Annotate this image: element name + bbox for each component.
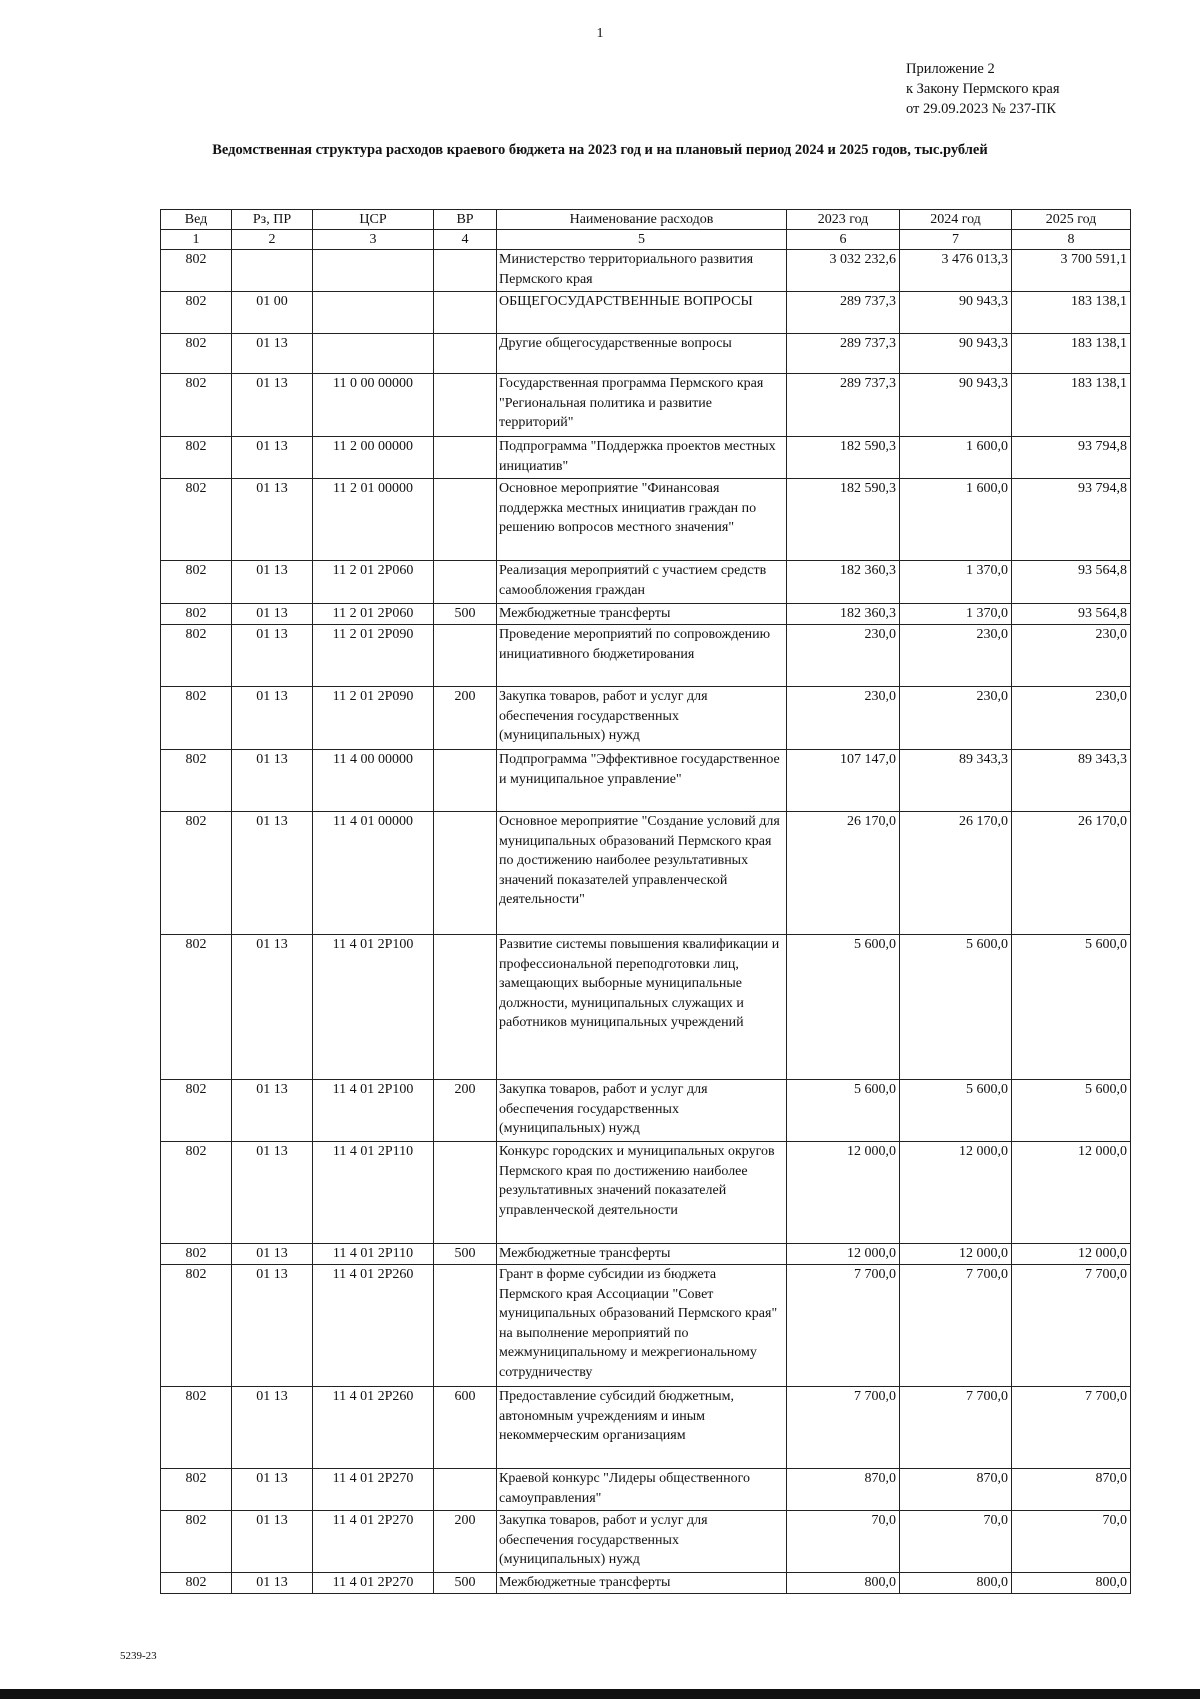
cell-csr: 11 4 01 2Р270 bbox=[313, 1469, 434, 1511]
cell-vr bbox=[434, 334, 497, 374]
cell-2024: 12 000,0 bbox=[900, 1142, 1012, 1244]
col-number: 5 bbox=[497, 230, 787, 250]
table-row bbox=[161, 437, 1131, 479]
cell-2024: 230,0 bbox=[900, 625, 1012, 687]
cell-csr: 11 4 01 2Р260 bbox=[313, 1387, 434, 1469]
cell-2023: 5 600,0 bbox=[787, 935, 900, 1080]
table-row bbox=[161, 1511, 1131, 1573]
cell-2023: 107 147,0 bbox=[787, 750, 900, 812]
cell-csr: 11 4 01 2Р270 bbox=[313, 1573, 434, 1594]
cell-2024: 12 000,0 bbox=[900, 1244, 1012, 1265]
cell-csr: 11 4 01 2Р100 bbox=[313, 1080, 434, 1142]
table-row bbox=[161, 750, 1131, 812]
cell-name: Основное мероприятие "Создание условий для муниципальных образований Пермского края по достижению наиболее результативных значений показателей управленческой деятельности" bbox=[497, 812, 787, 935]
table-row bbox=[161, 561, 1131, 604]
cell-name: Краевой конкурс "Лидеры общественного самоуправления" bbox=[497, 1469, 787, 1511]
cell-ved: 802 bbox=[161, 250, 232, 292]
cell-rzpr: 01 13 bbox=[232, 1511, 313, 1573]
cell-vr bbox=[434, 561, 497, 604]
cell-2024: 800,0 bbox=[900, 1573, 1012, 1594]
header-2023: 2023 год bbox=[787, 210, 900, 230]
cell-rzpr bbox=[232, 250, 313, 292]
cell-2025: 870,0 bbox=[1012, 1469, 1131, 1511]
cell-csr bbox=[313, 292, 434, 334]
cell-vr bbox=[434, 1265, 497, 1387]
cell-2023: 182 360,3 bbox=[787, 604, 900, 625]
annex-block bbox=[906, 59, 1060, 119]
table-row bbox=[161, 687, 1131, 750]
cell-2023: 289 737,3 bbox=[787, 292, 900, 334]
header-vr: ВР bbox=[434, 210, 497, 230]
cell-vr bbox=[434, 935, 497, 1080]
cell-rzpr: 01 13 bbox=[232, 687, 313, 750]
cell-name: Министерство территориального развития Пермского края bbox=[497, 250, 787, 292]
cell-vr bbox=[434, 250, 497, 292]
cell-csr bbox=[313, 334, 434, 374]
table-row bbox=[161, 292, 1131, 334]
cell-2023: 182 590,3 bbox=[787, 437, 900, 479]
cell-csr: 11 2 01 2Р090 bbox=[313, 625, 434, 687]
table-row bbox=[161, 1469, 1131, 1511]
page-number: 1 bbox=[596, 26, 604, 41]
cell-name: Закупка товаров, работ и услуг для обеспечения государственных (муниципальных) нужд bbox=[497, 687, 787, 750]
table-row bbox=[161, 250, 1131, 292]
cell-csr: 11 0 00 00000 bbox=[313, 374, 434, 437]
column-number-row bbox=[161, 230, 1131, 250]
cell-2023: 230,0 bbox=[787, 687, 900, 750]
cell-ved: 802 bbox=[161, 812, 232, 935]
cell-name: Подпрограмма "Эффективное государственное и муниципальное управление" bbox=[497, 750, 787, 812]
cell-ved: 802 bbox=[161, 1265, 232, 1387]
cell-2024: 1 600,0 bbox=[900, 437, 1012, 479]
cell-rzpr: 01 13 bbox=[232, 1244, 313, 1265]
cell-2025: 89 343,3 bbox=[1012, 750, 1131, 812]
col-number: 2 bbox=[232, 230, 313, 250]
table-row bbox=[161, 935, 1131, 1080]
table-row bbox=[161, 1142, 1131, 1244]
cell-csr: 11 2 01 2Р090 bbox=[313, 687, 434, 750]
cell-2025: 183 138,1 bbox=[1012, 334, 1131, 374]
table-row bbox=[161, 625, 1131, 687]
cell-2023: 7 700,0 bbox=[787, 1387, 900, 1469]
cell-2023: 870,0 bbox=[787, 1469, 900, 1511]
table-row bbox=[161, 812, 1131, 935]
annex-line-2: к Закону Пермского края bbox=[906, 81, 1060, 97]
cell-vr: 600 bbox=[434, 1387, 497, 1469]
cell-2025: 230,0 bbox=[1012, 625, 1131, 687]
cell-vr bbox=[434, 750, 497, 812]
col-number: 1 bbox=[161, 230, 232, 250]
cell-name: Предоставление субсидий бюджетным, автономным учреждениям и иным некоммерческим организациям bbox=[497, 1387, 787, 1469]
cell-2024: 7 700,0 bbox=[900, 1265, 1012, 1387]
cell-name: Межбюджетные трансферты bbox=[497, 604, 787, 625]
cell-vr: 500 bbox=[434, 1573, 497, 1594]
cell-vr bbox=[434, 625, 497, 687]
cell-name: Развитие системы повышения квалификации и профессиональной переподготовки лиц, замещающих выборные муниципальные должности, муниципальных служащих и работников муниципальных учреждений bbox=[497, 935, 787, 1080]
cell-name: Закупка товаров, работ и услуг для обеспечения государственных (муниципальных) нужд bbox=[497, 1511, 787, 1573]
document-code: 5239-23 bbox=[120, 1650, 157, 1662]
col-number: 6 bbox=[787, 230, 900, 250]
cell-2025: 93 794,8 bbox=[1012, 479, 1131, 561]
cell-csr: 11 4 01 2Р110 bbox=[313, 1244, 434, 1265]
cell-2023: 12 000,0 bbox=[787, 1244, 900, 1265]
cell-csr: 11 2 01 2Р060 bbox=[313, 604, 434, 625]
cell-ved: 802 bbox=[161, 479, 232, 561]
cell-ved: 802 bbox=[161, 561, 232, 604]
header-ved: Вед bbox=[161, 210, 232, 230]
cell-ved: 802 bbox=[161, 1511, 232, 1573]
cell-2023: 800,0 bbox=[787, 1573, 900, 1594]
cell-vr bbox=[434, 1469, 497, 1511]
cell-csr: 11 4 01 2Р110 bbox=[313, 1142, 434, 1244]
cell-name: Грант в форме субсидии из бюджета Пермского края Ассоциации "Совет муниципальных образований Пермского края" на выполнение мероприятий по межмуниципальному и межрегиональному сотрудничеству bbox=[497, 1265, 787, 1387]
cell-2025: 230,0 bbox=[1012, 687, 1131, 750]
header-row bbox=[161, 210, 1131, 230]
col-number: 7 bbox=[900, 230, 1012, 250]
cell-2025: 800,0 bbox=[1012, 1573, 1131, 1594]
cell-2023: 70,0 bbox=[787, 1511, 900, 1573]
cell-vr bbox=[434, 292, 497, 334]
cell-2025: 5 600,0 bbox=[1012, 935, 1131, 1080]
cell-csr: 11 2 00 00000 bbox=[313, 437, 434, 479]
cell-2023: 289 737,3 bbox=[787, 334, 900, 374]
cell-2024: 26 170,0 bbox=[900, 812, 1012, 935]
header-rzpr: Рз, ПР bbox=[232, 210, 313, 230]
cell-2024: 70,0 bbox=[900, 1511, 1012, 1573]
cell-csr: 11 4 01 2Р270 bbox=[313, 1511, 434, 1573]
cell-name: Другие общегосударственные вопросы bbox=[497, 334, 787, 374]
col-number: 3 bbox=[313, 230, 434, 250]
table-row bbox=[161, 334, 1131, 374]
cell-rzpr: 01 13 bbox=[232, 334, 313, 374]
cell-2024: 230,0 bbox=[900, 687, 1012, 750]
cell-vr: 200 bbox=[434, 687, 497, 750]
cell-name: Реализация мероприятий с участием средств самообложения граждан bbox=[497, 561, 787, 604]
cell-rzpr: 01 13 bbox=[232, 437, 313, 479]
cell-ved: 802 bbox=[161, 1573, 232, 1594]
cell-ved: 802 bbox=[161, 437, 232, 479]
cell-2025: 183 138,1 bbox=[1012, 292, 1131, 334]
cell-2024: 7 700,0 bbox=[900, 1387, 1012, 1469]
cell-rzpr: 01 13 bbox=[232, 604, 313, 625]
cell-2023: 26 170,0 bbox=[787, 812, 900, 935]
cell-2023: 289 737,3 bbox=[787, 374, 900, 437]
cell-ved: 802 bbox=[161, 1469, 232, 1511]
cell-2025: 7 700,0 bbox=[1012, 1265, 1131, 1387]
cell-vr: 500 bbox=[434, 1244, 497, 1265]
cell-csr bbox=[313, 250, 434, 292]
table-row bbox=[161, 1244, 1131, 1265]
cell-2025: 26 170,0 bbox=[1012, 812, 1131, 935]
cell-2024: 89 343,3 bbox=[900, 750, 1012, 812]
cell-2023: 7 700,0 bbox=[787, 1265, 900, 1387]
cell-2025: 93 564,8 bbox=[1012, 604, 1131, 625]
cell-2024: 90 943,3 bbox=[900, 292, 1012, 334]
cell-csr: 11 4 01 2Р100 bbox=[313, 935, 434, 1080]
cell-2025: 12 000,0 bbox=[1012, 1244, 1131, 1265]
cell-name: Закупка товаров, работ и услуг для обеспечения государственных (муниципальных) нужд bbox=[497, 1080, 787, 1142]
cell-csr: 11 2 01 00000 bbox=[313, 479, 434, 561]
col-number: 4 bbox=[434, 230, 497, 250]
cell-ved: 802 bbox=[161, 625, 232, 687]
table-row bbox=[161, 479, 1131, 561]
cell-ved: 802 bbox=[161, 292, 232, 334]
cell-ved: 802 bbox=[161, 1387, 232, 1469]
cell-name: Межбюджетные трансферты bbox=[497, 1244, 787, 1265]
cell-2024: 90 943,3 bbox=[900, 334, 1012, 374]
cell-2023: 182 360,3 bbox=[787, 561, 900, 604]
cell-ved: 802 bbox=[161, 750, 232, 812]
cell-2025: 183 138,1 bbox=[1012, 374, 1131, 437]
cell-ved: 802 bbox=[161, 1080, 232, 1142]
cell-2024: 1 600,0 bbox=[900, 479, 1012, 561]
cell-rzpr: 01 13 bbox=[232, 750, 313, 812]
cell-2024: 5 600,0 bbox=[900, 1080, 1012, 1142]
cell-rzpr: 01 13 bbox=[232, 1080, 313, 1142]
cell-2025: 12 000,0 bbox=[1012, 1142, 1131, 1244]
col-number: 8 bbox=[1012, 230, 1131, 250]
cell-vr bbox=[434, 374, 497, 437]
cell-ved: 802 bbox=[161, 374, 232, 437]
cell-name: Проведение мероприятий по сопровождению инициативного бюджетирования bbox=[497, 625, 787, 687]
cell-vr bbox=[434, 812, 497, 935]
cell-csr: 11 4 00 00000 bbox=[313, 750, 434, 812]
cell-name: Государственная программа Пермского края "Региональная политика и развитие территорий" bbox=[497, 374, 787, 437]
annex-line-1: Приложение 2 bbox=[906, 61, 995, 77]
cell-2024: 1 370,0 bbox=[900, 561, 1012, 604]
table-row bbox=[161, 1573, 1131, 1594]
cell-vr bbox=[434, 479, 497, 561]
scan-edge bbox=[0, 1689, 1200, 1699]
cell-rzpr: 01 13 bbox=[232, 479, 313, 561]
cell-2025: 93 794,8 bbox=[1012, 437, 1131, 479]
cell-rzpr: 01 00 bbox=[232, 292, 313, 334]
cell-csr: 11 4 01 00000 bbox=[313, 812, 434, 935]
cell-2023: 3 032 232,6 bbox=[787, 250, 900, 292]
cell-rzpr: 01 13 bbox=[232, 935, 313, 1080]
cell-rzpr: 01 13 bbox=[232, 374, 313, 437]
table-row bbox=[161, 1080, 1131, 1142]
table-row bbox=[161, 1387, 1131, 1469]
cell-vr bbox=[434, 1142, 497, 1244]
cell-ved: 802 bbox=[161, 334, 232, 374]
cell-vr: 200 bbox=[434, 1511, 497, 1573]
cell-2025: 5 600,0 bbox=[1012, 1080, 1131, 1142]
header-name: Наименование расходов bbox=[497, 210, 787, 230]
cell-name: ОБЩЕГОСУДАРСТВЕННЫЕ ВОПРОСЫ bbox=[497, 292, 787, 334]
cell-2024: 1 370,0 bbox=[900, 604, 1012, 625]
cell-2025: 3 700 591,1 bbox=[1012, 250, 1131, 292]
cell-rzpr: 01 13 bbox=[232, 1265, 313, 1387]
cell-2025: 70,0 bbox=[1012, 1511, 1131, 1573]
cell-csr: 11 2 01 2Р060 bbox=[313, 561, 434, 604]
cell-2023: 230,0 bbox=[787, 625, 900, 687]
cell-rzpr: 01 13 bbox=[232, 812, 313, 935]
cell-2024: 870,0 bbox=[900, 1469, 1012, 1511]
cell-ved: 802 bbox=[161, 1142, 232, 1244]
cell-name: Основное мероприятие "Финансовая поддержка местных инициатив граждан по решению вопросов местного значения" bbox=[497, 479, 787, 561]
cell-2024: 90 943,3 bbox=[900, 374, 1012, 437]
header-csr: ЦСР bbox=[313, 210, 434, 230]
header-2024: 2024 год bbox=[900, 210, 1012, 230]
cell-2025: 93 564,8 bbox=[1012, 561, 1131, 604]
table-row bbox=[161, 604, 1131, 625]
cell-rzpr: 01 13 bbox=[232, 561, 313, 604]
cell-2023: 5 600,0 bbox=[787, 1080, 900, 1142]
cell-ved: 802 bbox=[161, 935, 232, 1080]
cell-name: Межбюджетные трансферты bbox=[497, 1573, 787, 1594]
annex-line-3: от 29.09.2023 № 237-ПК bbox=[906, 101, 1057, 117]
budget-table bbox=[160, 209, 1131, 1594]
cell-name: Подпрограмма "Поддержка проектов местных инициатив" bbox=[497, 437, 787, 479]
cell-vr bbox=[434, 437, 497, 479]
cell-2024: 5 600,0 bbox=[900, 935, 1012, 1080]
cell-rzpr: 01 13 bbox=[232, 1387, 313, 1469]
cell-2023: 12 000,0 bbox=[787, 1142, 900, 1244]
header-2025: 2025 год bbox=[1012, 210, 1131, 230]
cell-rzpr: 01 13 bbox=[232, 625, 313, 687]
table-row bbox=[161, 374, 1131, 437]
cell-vr: 500 bbox=[434, 604, 497, 625]
cell-csr: 11 4 01 2Р260 bbox=[313, 1265, 434, 1387]
cell-vr: 200 bbox=[434, 1080, 497, 1142]
cell-name: Конкурс городских и муниципальных округов Пермского края по достижению наиболее результативных значений показателей управленческой деятельности bbox=[497, 1142, 787, 1244]
cell-ved: 802 bbox=[161, 604, 232, 625]
table-row bbox=[161, 1265, 1131, 1387]
cell-rzpr: 01 13 bbox=[232, 1573, 313, 1594]
cell-2025: 7 700,0 bbox=[1012, 1387, 1131, 1469]
document-title: Ведомственная структура расходов краевого бюджета на 2023 год и на плановый период 2024 и 2025 годов, тыс.рублей bbox=[212, 142, 988, 158]
cell-2023: 182 590,3 bbox=[787, 479, 900, 561]
cell-rzpr: 01 13 bbox=[232, 1142, 313, 1244]
cell-2024: 3 476 013,3 bbox=[900, 250, 1012, 292]
cell-ved: 802 bbox=[161, 687, 232, 750]
cell-rzpr: 01 13 bbox=[232, 1469, 313, 1511]
cell-ved: 802 bbox=[161, 1244, 232, 1265]
